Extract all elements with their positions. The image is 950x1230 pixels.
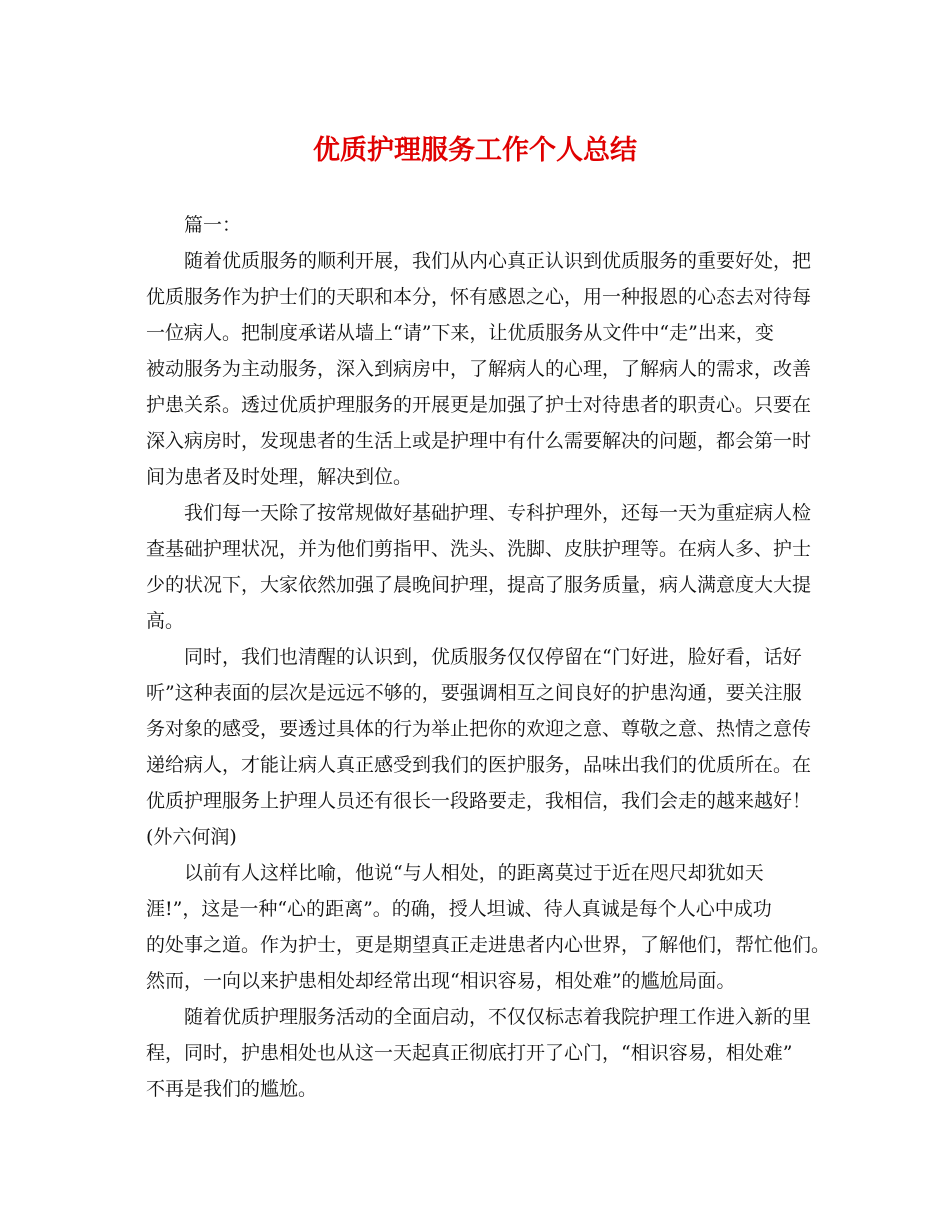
paragraph-2 bbox=[146, 495, 814, 639]
paragraph-line: 我们每一天除了按常规做好基础护理、专科护理外，还每一天为重症病人检 bbox=[184, 502, 812, 524]
paragraph-line: 程，同时，护患相处也从这一天起真正彻底打开了心门，“相识容易，相处难” bbox=[146, 1042, 793, 1064]
paragraph-line: 间为患者及时处理，解决到位。 bbox=[146, 466, 413, 488]
paragraph-line: 不再是我们的尴尬。 bbox=[146, 1078, 318, 1100]
paragraph-line: 一位病人。把制度承诺从墙上“请”下来，让优质服务从文件中“走”出来，变 bbox=[146, 322, 774, 344]
paragraph-line: 护患关系。透过优质护理服务的开展更是加强了护士对待患者的职责心。只要在 bbox=[146, 394, 812, 416]
paragraph-line: 听”这种表面的层次是远远不够的，要强调相互之间良好的护患沟通，要关注服 bbox=[146, 682, 802, 704]
section-heading: 篇一： bbox=[184, 214, 242, 236]
paragraph-line: 递给病人，才能让病人真正感受到我们的医护服务，品味出我们的优质所在。在 bbox=[146, 754, 812, 776]
paragraph-line: 随着优质护理服务活动的全面启动，不仅仅标志着我院护理工作进入新的里 bbox=[184, 1006, 812, 1028]
paragraph-3 bbox=[146, 639, 814, 855]
paragraph-1 bbox=[146, 243, 814, 495]
paragraph-line: 然而，一向以来护患相处却经常出现“相识容易，相处难”的尴尬局面。 bbox=[146, 970, 736, 992]
paragraph-line: 优质护理服务上护理人员还有很长一段路要走，我相信，我们会走的越来越好！ bbox=[146, 790, 812, 812]
paragraph-4 bbox=[146, 855, 831, 999]
paragraph-line: 同时，我们也清醒的认识到，优质服务仅仅停留在“门好进，脸好看，话好 bbox=[184, 646, 802, 668]
paragraph-5 bbox=[146, 999, 814, 1107]
paragraph-line: 以前有人这样比喻，他说“与人相处，的距离莫过于近在咫尺却犹如天 bbox=[184, 862, 764, 884]
document-title: 优质护理服务工作个人总结 bbox=[313, 135, 637, 166]
paragraph-line: 务对象的感受，要透过具体的行为举止把你的欢迎之意、尊敬之意、热情之意传 bbox=[146, 718, 812, 740]
paragraph-line: (外六何润) bbox=[146, 826, 237, 848]
paragraph-line: 涯!”，这是一种“心的距离”。的确，授人坦诚、待人真诚是每个人心中成功 bbox=[146, 898, 772, 920]
paragraph-line: 深入病房时，发现患者的生活上或是护理中有什么需要解决的问题，都会第一时 bbox=[146, 430, 812, 452]
paragraph-line: 高。 bbox=[146, 610, 185, 632]
paragraph-line: 优质服务作为护士们的天职和本分，怀有感恩之心，用一种报恩的心态去对待每 bbox=[146, 286, 812, 308]
paragraph-line: 查基础护理状况，并为他们剪指甲、洗头、洗脚、皮肤护理等。在病人多、护士 bbox=[146, 538, 812, 560]
paragraph-line: 被动服务为主动服务，深入到病房中，了解病人的心理，了解病人的需求，改善 bbox=[146, 358, 812, 380]
paragraph-line: 的处事之道。作为护士，更是期望真正走进患者内心世界，了解他们，帮忙他们。 bbox=[146, 934, 831, 956]
document-body bbox=[146, 207, 831, 1107]
paragraph-line: 少的状况下，大家依然加强了晨晚间护理，提高了服务质量，病人满意度大大提 bbox=[146, 574, 812, 596]
paragraph-line: 随着优质服务的顺利开展，我们从内心真正认识到优质服务的重要好处，把 bbox=[184, 250, 812, 272]
